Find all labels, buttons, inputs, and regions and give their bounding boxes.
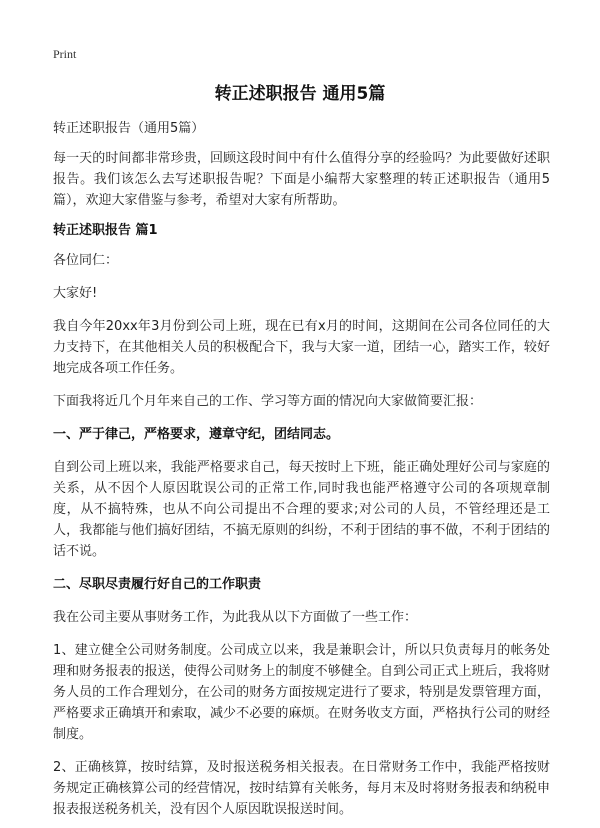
article-body xyxy=(53,118,550,820)
paragraph-2: 下面我将近几个月年来自己的工作、学习等方面的情况向大家做简要汇报： xyxy=(53,394,483,409)
paragraph-4: 我在公司主要从事财务工作，为此我从以下方面做了一些工作： xyxy=(53,610,418,625)
paragraph-1: 我自今年20xx年3月份到公司上班，现在已有x月的时间，这期间在公司各位同任的大力支持下，在其他相关人员的积极配合下，我与大家一道，团结一心，踏实工作，较好地完成各项工作任务。 xyxy=(53,319,550,376)
intro-paragraph: 每一天的时间都非常珍贵，回顾这段时间中有什么值得分享的经验吗？为此要做好述职报告。我们该怎么去写述职报告呢？下面是小编帮大家整理的转正述职报告（通用5篇），欢迎大家借鉴与参考，希望对大家有所帮助。 xyxy=(53,151,550,208)
print-link[interactable]: Print xyxy=(53,47,77,61)
section-1-heading: 转正述职报告 篇1 xyxy=(53,223,158,238)
paragraph-6: 2、正确核算，按时结算，及时报送税务相关报表。在日常财务工作中，我能严格按财务规定正确核算公司的经营情况，按时结算有关帐务，每月末及时将财务报表和纳税申报表报送税务机关，没有因个人原因耽误报送时间。 xyxy=(53,760,550,817)
paragraph-3: 自到公司上班以来，我能严格要求自己，每天按时上下班，能正确处理好公司与家庭的关系，从不因个人原因耽误公司的正常工作,同时我也能严格遵守公司的各项规章制度，从不搞特殊，也从不向公司提出不合理的要求;对公司的人员，不管经理还是工人，我都能与他们搞好团结，不搞无原则的纠纷，不利于团结的事不做，不利于团结的话不说。 xyxy=(53,460,550,559)
paragraph-5: 1、建立健全公司财务制度。公司成立以来，我是兼职会计，所以只负责每月的帐务处理和财务报表的报送，使得公司财务上的制度不够健全。自到公司正式上班后，我将财务人员的工作合理划分，在公司的财务方面按规定进行了要求，特别是发票管理方面，严格要求正确填开和索取，减少不必要的麻烦。在财务收支方面，严格执行公司的财经制度。 xyxy=(53,643,550,742)
heading-2: 二、尽职尽责履行好自己的工作职责 xyxy=(53,577,262,592)
heading-1: 一、严于律己，严格要求，遵章守纪，团结同志。 xyxy=(53,427,340,442)
greeting: 各位同仁： xyxy=(53,253,119,268)
hello: 大家好! xyxy=(53,286,98,301)
subtitle: 转正述职报告（通用5篇） xyxy=(53,121,205,136)
page-title: 转正述职报告 通用5篇 xyxy=(214,84,386,104)
